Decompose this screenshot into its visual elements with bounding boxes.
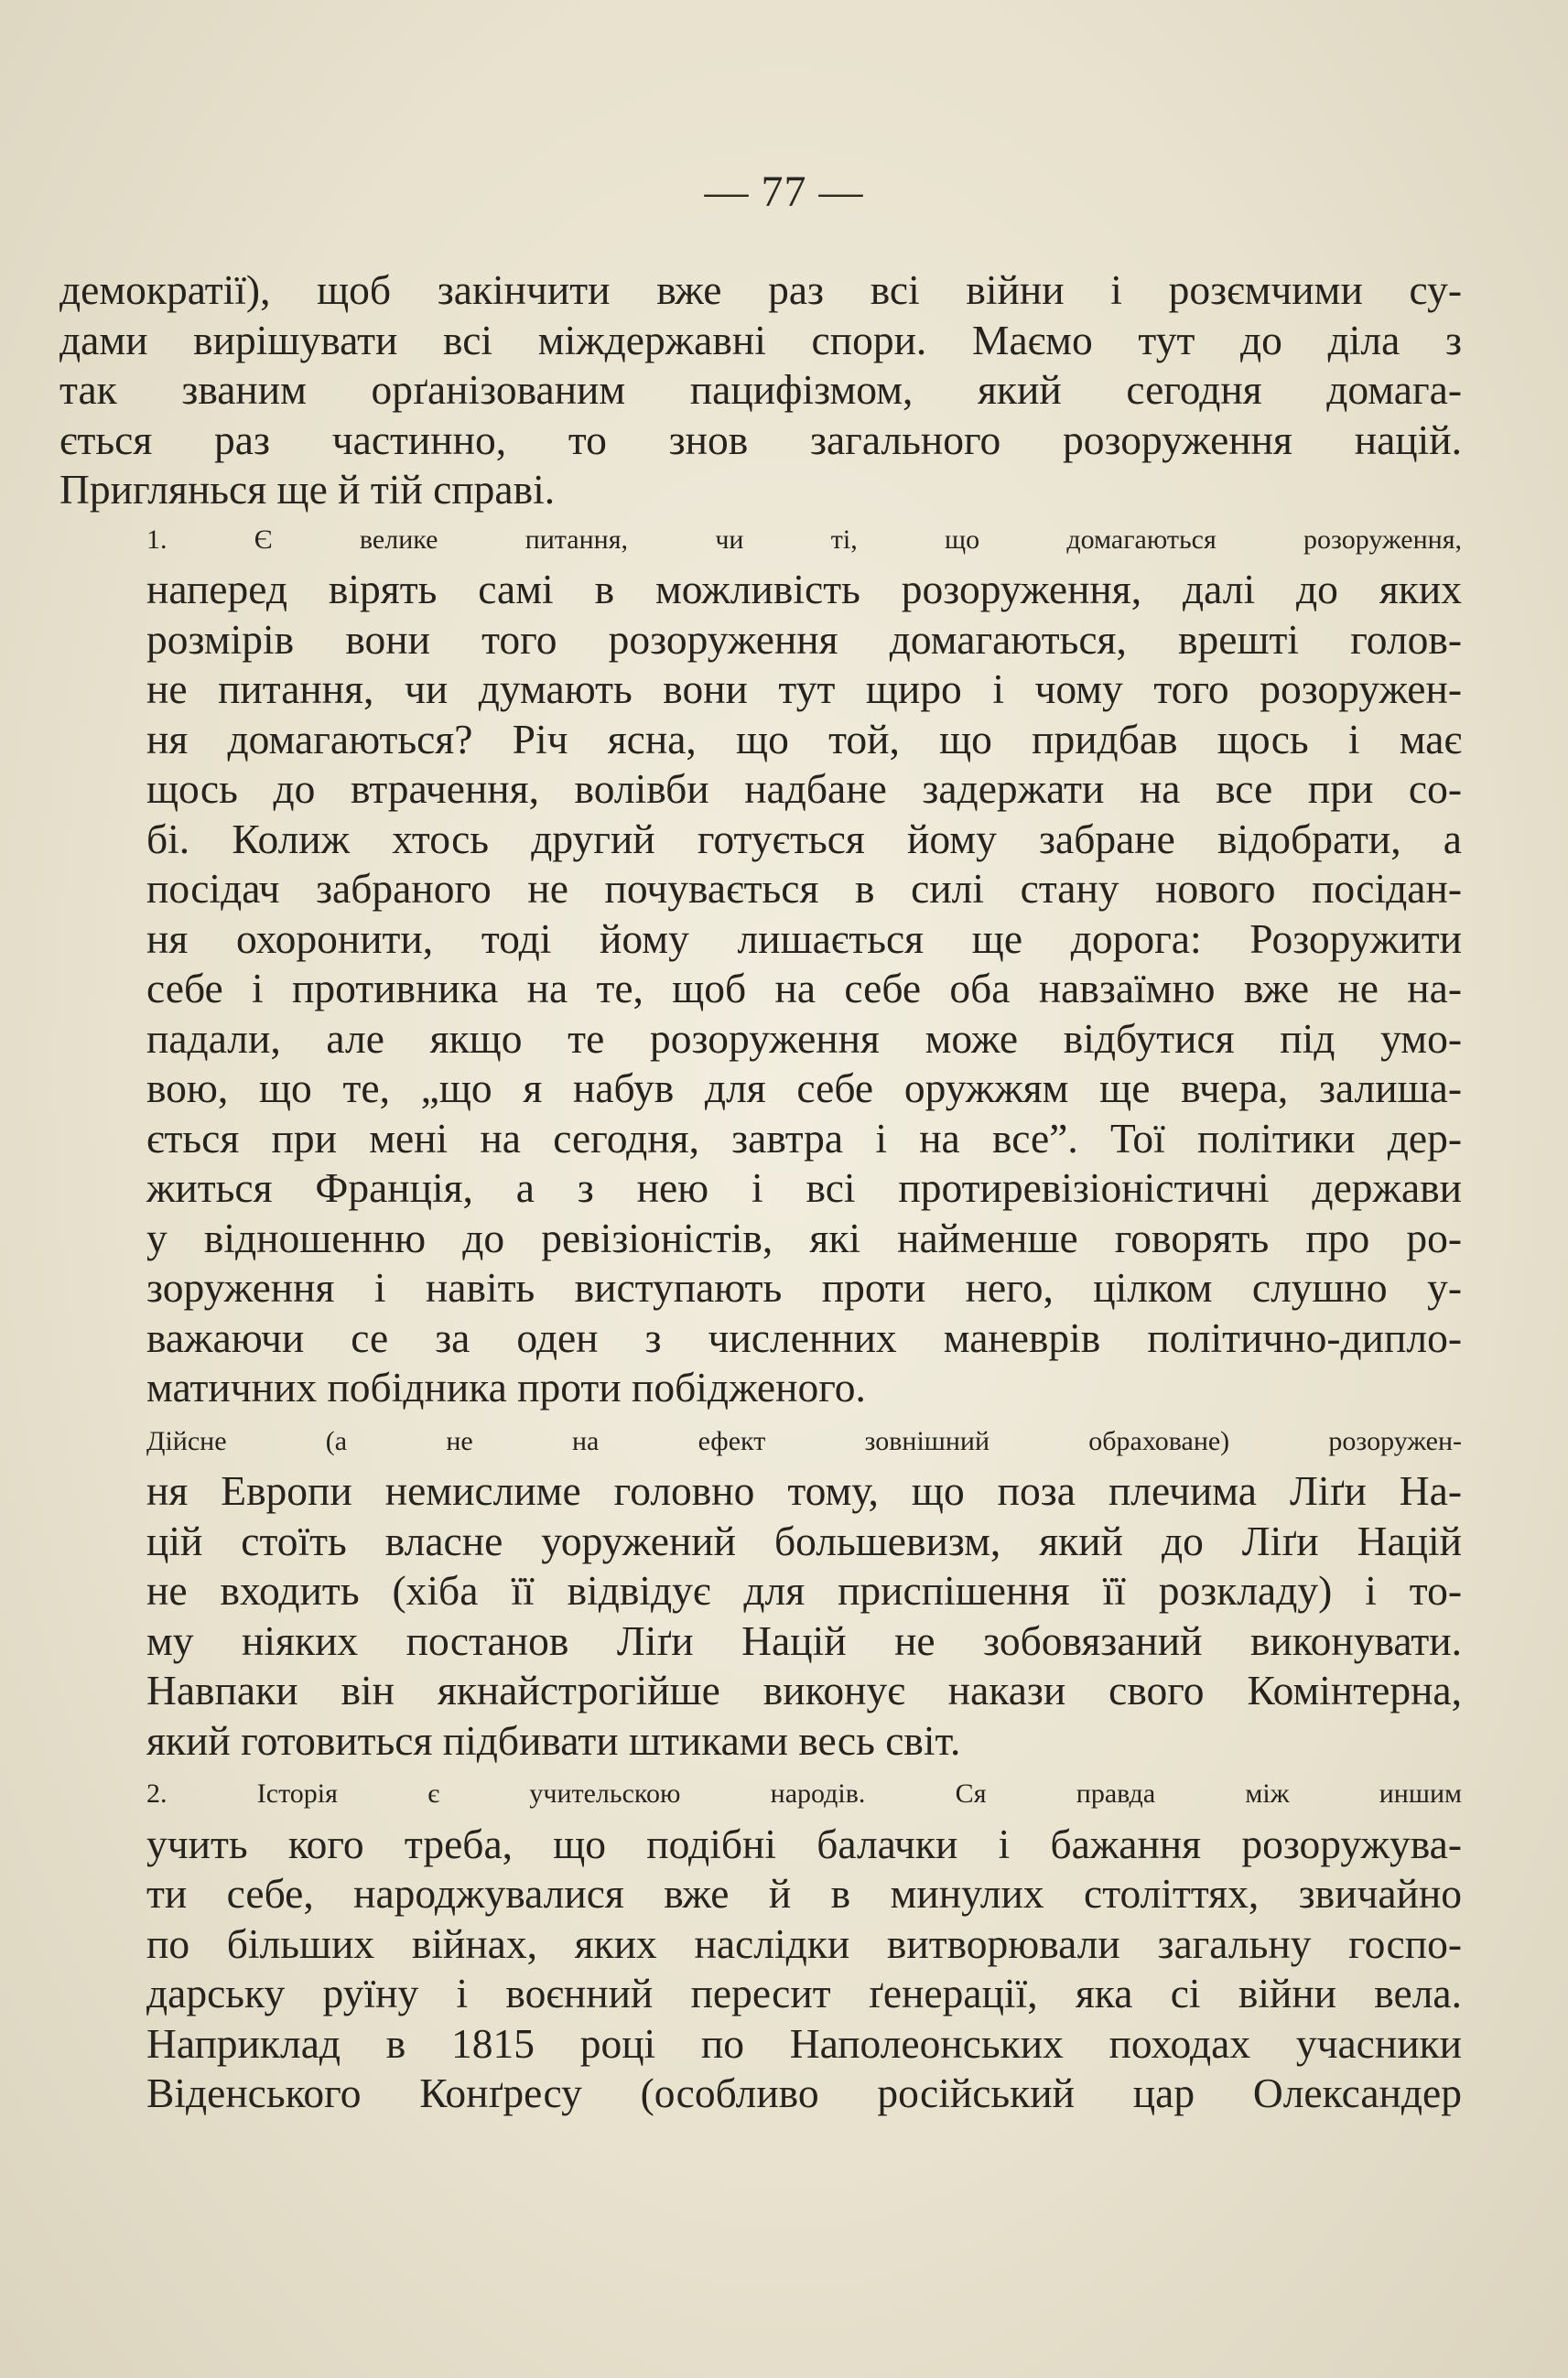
text-line: ня Европи немислиме головно тому, що поза плечима Ліґи На- — [146, 1467, 1462, 1514]
text-line: учить кого треба, що подібні балачки і бажання розоружува- — [146, 1820, 1462, 1867]
text-line: зоруження і навіть виступають проти него, цілком слушно у- — [146, 1264, 1462, 1311]
text-line: матичних побідника проти побідженого. — [146, 1364, 866, 1411]
body-text — [59, 265, 1462, 2119]
text-line: ється при мені на сегодня, завтра і на все”. Тої політики дер- — [146, 1114, 1462, 1162]
text-line: по більших війнах, яких наслідки витворювали загальну госпо- — [146, 1919, 1462, 1967]
text-line: щось до втрачення, волівби надбане задержати на все при со- — [146, 765, 1462, 812]
text-line: не входить (хіба її відвідує для приспішення її розкладу) і то- — [146, 1567, 1462, 1614]
text-line: у відношенню до ревізіоністів, які найменше говорять про ро- — [146, 1214, 1462, 1261]
text-line: ється раз частинно, то знов загального розоруження націй. — [59, 416, 1462, 463]
text-line: цій стоїть власне уоружений большевизм, який до Ліґи Націй — [146, 1517, 1462, 1564]
text-line: дами вирішувати всі міждержавні спори. Маємо тут до діла з — [59, 316, 1462, 363]
paragraph-intro — [59, 265, 1462, 515]
text-line: Дійсне (а не на ефект зовнішний обраховане) розоружен- — [146, 1425, 1462, 1456]
text-line: так званим орґанізованим пацифізмом, який сегодня домага- — [59, 366, 1462, 413]
text-line: наперед вірять самі в можливість розоруження, далі до яких — [146, 566, 1462, 612]
text-line: ня домагаються? Річ ясна, що той, що придбав щось і має — [146, 715, 1462, 762]
text-line: важаючи се за оден з численних маневрів політично-диплo- — [146, 1313, 1462, 1361]
text-line: Приглянься ще й тій справі. — [59, 466, 556, 513]
page-number: — 77 — — [704, 168, 864, 216]
text-line: житься Франція, а з нею і всі протиревізіоністичні держави — [146, 1164, 1462, 1211]
text-line: Навпаки він якнайстрогійше виконує накази свого Комінтерна, — [146, 1667, 1462, 1713]
text-line: ти себе, народжувалися вже й в минулих століттях, звичайно — [146, 1870, 1462, 1917]
paragraph-1 — [59, 515, 1462, 1413]
text-line: Наприклад в 1815 році по Наполеонських походах учасники — [146, 2019, 1462, 2067]
paragraph-2 — [59, 1417, 1462, 1767]
text-line: який готовиться підбивати штиками весь світ. — [146, 1716, 961, 1764]
text-line: дарську руїну і воєнний пересит ґенерації, яка сі війни вела. — [146, 1970, 1462, 2016]
text-line: Віденського Конґресу (особливо російський цар Олександер — [146, 2070, 1462, 2116]
text-line: му ніяких постанов Ліґи Націй не зобовязаний виконувати. — [146, 1616, 1462, 1664]
text-line: падали, але якщо те розоруження може відбутися під умо- — [146, 1014, 1462, 1062]
text-line: 1. Є велике питання, чи ті, що домагаються розоруження, — [146, 524, 1462, 555]
text-line: посідач забраного не почувається в силі стану нового посідан- — [146, 865, 1462, 912]
text-line: вою, що те, „що я набув для себе оружжям ще вчера, залиша- — [146, 1065, 1462, 1111]
paragraph-3 — [59, 1769, 1462, 2119]
text-line: 2. Історія є учительскою народів. Ся правда між иншим — [146, 1778, 1462, 1809]
text-line: ня охоронити, тоді йому лишається ще дорога: Розоружити — [146, 914, 1462, 962]
text-line: не питання, чи думають вони тут щиро і чому того розоружен- — [146, 665, 1462, 712]
text-line: бі. Колиж хтось другий готується йому забране відобрати, а — [146, 815, 1462, 862]
text-line: демократії), щоб закінчити вже раз всі війни і розємчими су- — [59, 266, 1462, 313]
text-line: розмірів вони того розоруження домагаються, врешті голов- — [146, 615, 1462, 663]
text-line: себе і противника на те, щоб на себе оба навзаїмно вже не на- — [146, 965, 1462, 1011]
